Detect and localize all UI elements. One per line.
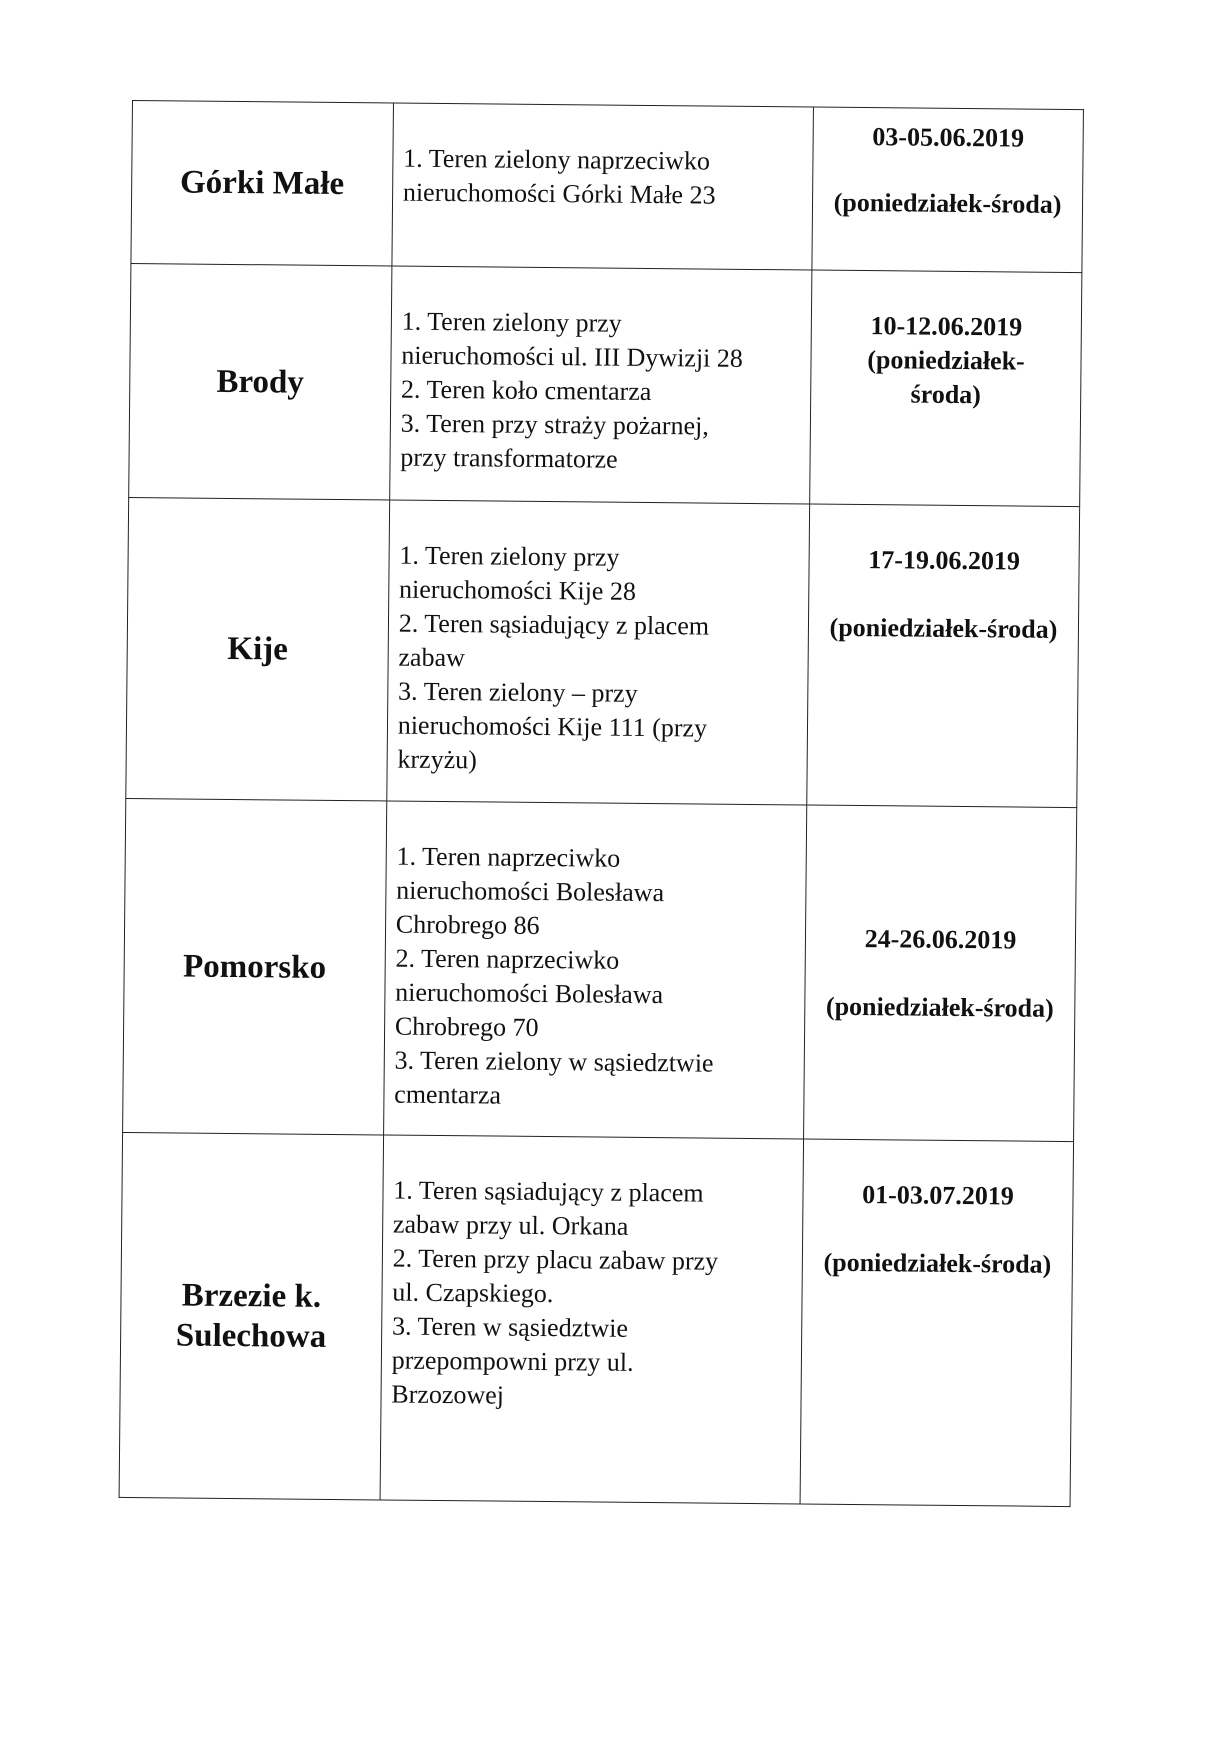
place-line: nieruchomości Kije 28 bbox=[398, 574, 637, 606]
place-line: 2. Teren koło cmentarza bbox=[400, 374, 652, 406]
place-line: nieruchomości ul. III Dywizji 28 bbox=[401, 340, 743, 373]
village-cell bbox=[131, 101, 393, 266]
place-line: zabaw bbox=[398, 642, 465, 673]
dates-cell bbox=[807, 504, 1080, 808]
weekdays: (poniedziałek-środa) bbox=[829, 612, 1058, 644]
place-line: krzyżu) bbox=[397, 744, 478, 775]
place-line: nieruchomości Kije 111 (przy bbox=[397, 710, 708, 743]
place-line: 2. Teren naprzeciwko bbox=[395, 943, 620, 975]
date-range: 24-26.06.2019 bbox=[864, 923, 1017, 955]
table-row bbox=[119, 1132, 1073, 1506]
place-line: 1. Teren naprzeciwko bbox=[396, 841, 621, 873]
place-line: 3. Teren zielony w sąsiedztwie bbox=[394, 1045, 714, 1078]
places-cell bbox=[383, 801, 806, 1139]
place-line: nieruchomości Bolesława bbox=[395, 977, 664, 1010]
table-row bbox=[131, 101, 1084, 273]
place-line: ul. Czapskiego. bbox=[392, 1277, 554, 1309]
dates-cell bbox=[810, 270, 1082, 507]
place-line: 2. Teren sąsiadujący z placem bbox=[398, 608, 710, 641]
places-cell bbox=[380, 1135, 804, 1504]
places-cell bbox=[392, 103, 814, 270]
collection-schedule-table bbox=[119, 100, 1084, 1507]
dates-cell bbox=[812, 107, 1083, 273]
village-name: Kije bbox=[227, 630, 289, 668]
village-cell bbox=[119, 1132, 383, 1499]
place-line: Chrobrego 70 bbox=[394, 1011, 539, 1042]
date-range: 17-19.06.2019 bbox=[868, 545, 1021, 576]
dates-cell bbox=[804, 805, 1077, 1142]
village-cell bbox=[123, 798, 387, 1134]
places-cell bbox=[387, 500, 810, 805]
weekdays: (poniedziałek-środa) bbox=[825, 991, 1054, 1023]
weekdays: (poniedziałek-środa) bbox=[823, 1247, 1052, 1279]
place-line: 3. Teren w sąsiedztwie bbox=[391, 1311, 629, 1343]
place-line: zabaw przy ul. Orkana bbox=[392, 1209, 629, 1241]
date-range: 03-05.06.2019 bbox=[872, 122, 1025, 153]
place-line: 1. Teren zielony przy bbox=[399, 540, 620, 572]
place-line: 2. Teren przy placu zabaw przy bbox=[392, 1243, 719, 1276]
place-line: 3. Teren zielony – przy bbox=[397, 676, 638, 708]
place-line: 1. Teren zielony przy bbox=[401, 306, 622, 338]
village-name: Pomorsko bbox=[182, 948, 327, 986]
place-line: cmentarza bbox=[394, 1079, 502, 1110]
table-row bbox=[126, 497, 1080, 807]
village-cell bbox=[126, 497, 390, 800]
place-line: Chrobrego 86 bbox=[395, 909, 540, 940]
village-name: Brody bbox=[216, 363, 305, 401]
place-line: nieruchomości Górki Małe 23 bbox=[402, 177, 716, 210]
table-row bbox=[129, 263, 1082, 506]
place-line: nieruchomości Bolesława bbox=[396, 875, 665, 908]
weekdays: (poniedziałek-środa) bbox=[833, 187, 1062, 219]
place-line: Brzozowej bbox=[391, 1379, 505, 1410]
place-line: przy transformatorze bbox=[400, 442, 618, 474]
village-cell bbox=[129, 263, 392, 499]
table-row bbox=[123, 798, 1077, 1141]
place-line: przepompowni przy ul. bbox=[391, 1345, 634, 1377]
places-cell bbox=[389, 266, 812, 504]
weekdays: (poniedziałek-środa) bbox=[867, 345, 1025, 410]
dates-cell bbox=[800, 1139, 1073, 1507]
place-line: 3. Teren przy straży pożarnej, bbox=[400, 408, 709, 441]
place-line: 1. Teren sąsiadujący z placem bbox=[393, 1175, 704, 1208]
village-name: Górki Małe bbox=[179, 164, 345, 203]
date-range: 10-12.06.2019 bbox=[870, 311, 1023, 342]
date-range: 01-03.07.2019 bbox=[862, 1180, 1015, 1211]
place-line: 1. Teren zielony naprzeciwko bbox=[403, 143, 711, 176]
village-name: Brzezie k. Sulechowa bbox=[175, 1277, 327, 1355]
